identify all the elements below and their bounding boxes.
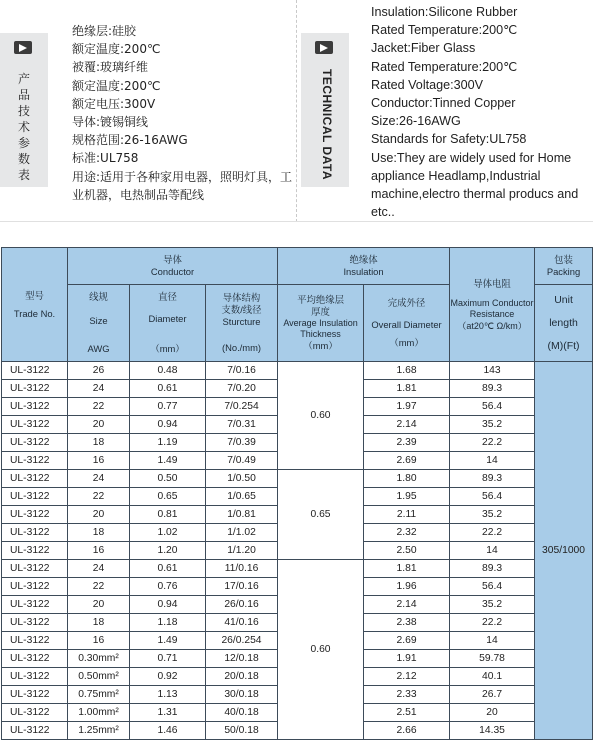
en-spec-line: Use:They are widely used for Home appliance Headlamp,Industrial machine,electro thermal producs and etc.. — [371, 150, 579, 220]
overall-diameter-cell: 2.32 — [364, 524, 450, 542]
table-row — [2, 362, 593, 380]
overall-diameter-cell: 1.80 — [364, 470, 450, 488]
structure-cell: 12/0.18 — [206, 650, 278, 668]
trade-no-cell: UL-3122 — [2, 560, 68, 578]
size-cell: 0.75mm² — [68, 686, 130, 704]
packing-en: Packing — [546, 266, 581, 277]
structure-cell: 20/0.18 — [206, 668, 278, 686]
trade-no-cell: UL-3122 — [2, 452, 68, 470]
en-section-tab — [301, 33, 349, 187]
structure-cell: 1/1.20 — [206, 542, 278, 560]
diameter-cell: 0.81 — [130, 506, 206, 524]
resistance-cell: 143 — [450, 362, 535, 380]
overall-diameter-cell: 2.14 — [364, 596, 450, 614]
size-cell: 26 — [68, 362, 130, 380]
cn-section-title: 产品技术参数表 — [17, 72, 30, 182]
resistance-cell: 26.7 — [450, 686, 535, 704]
trade-no-cell: UL-3122 — [2, 668, 68, 686]
trade-no-cell: UL-3122 — [2, 470, 68, 488]
trade-no-cell: UL-3122 — [2, 488, 68, 506]
overall-diameter-cell: 2.33 — [364, 686, 450, 704]
trade-no-cell: UL-3122 — [2, 614, 68, 632]
size-cell: 18 — [68, 434, 130, 452]
resistance-cell: 56.4 — [450, 578, 535, 596]
diameter-cell: 1.02 — [130, 524, 206, 542]
en-spec-line: Rated Temperature:200℃ — [371, 59, 518, 74]
size-cell: 16 — [68, 452, 130, 470]
structure-cell: 1/0.81 — [206, 506, 278, 524]
resistance-cell: 40.1 — [450, 668, 535, 686]
thick-unit: （mm） — [303, 340, 338, 351]
diameter-cell: 0.94 — [130, 596, 206, 614]
overall-diameter-cell: 2.50 — [364, 542, 450, 560]
cn-spec-line: 导体:镀锡铜线 — [72, 115, 149, 130]
section-bottom-rule — [0, 221, 593, 222]
resistance-cell: 14.35 — [450, 722, 535, 740]
cn-spec-line: 用途:适用于各种家用电器，照明灯具，工业机器，电热制品等配线 — [72, 169, 293, 202]
trade-no-cell: UL-3122 — [2, 686, 68, 704]
en-spec-list — [371, 3, 593, 221]
resistance-cell: 89.3 — [450, 470, 535, 488]
en-spec-line: Size:26-16AWG — [371, 114, 461, 129]
resistance-cell: 56.4 — [450, 398, 535, 416]
resistance-cell: 89.3 — [450, 560, 535, 578]
group-header-conductor — [68, 248, 278, 285]
trade-no-cell: UL-3122 — [2, 380, 68, 398]
spec-header-section — [0, 0, 593, 222]
packing-cn: 包装 — [554, 254, 573, 265]
structure-cell: 50/0.18 — [206, 722, 278, 740]
size-cell: 1.00mm² — [68, 704, 130, 722]
structure-cell: 1/1.02 — [206, 524, 278, 542]
insulation-thickness-cell: 0.60 — [278, 560, 364, 740]
trade-no-cell: UL-3122 — [2, 398, 68, 416]
resistance-cell: 35.2 — [450, 596, 535, 614]
dia-unit: （mm） — [150, 343, 185, 354]
en-section-title: TECHNICAL DATA — [320, 69, 334, 180]
structure-cell: 41/0.16 — [206, 614, 278, 632]
insulation-cn: 绝缘体 — [349, 254, 378, 265]
cn-spec-line: 规格范围:26-16AWG — [72, 133, 188, 148]
thick-en: Average Insulation Thickness — [283, 318, 358, 339]
size-cell: 16 — [68, 632, 130, 650]
structure-cell: 7/0.254 — [206, 398, 278, 416]
diameter-cell: 0.61 — [130, 560, 206, 578]
en-spec-line: Rated Voltage:300V — [371, 77, 484, 92]
diameter-cell: 0.76 — [130, 578, 206, 596]
unit-en: Unit — [554, 293, 573, 306]
overall-diameter-cell: 1.81 — [364, 380, 450, 398]
diameter-cell: 1.49 — [130, 632, 206, 650]
size-cn: 线规 — [89, 291, 108, 302]
overall-diameter-cell: 2.39 — [364, 434, 450, 452]
size-cell: 18 — [68, 614, 130, 632]
spec-table-body — [2, 362, 593, 740]
col-header-structure — [206, 285, 278, 362]
trade-no-cell: UL-3122 — [2, 650, 68, 668]
trade-cn: 型号 — [25, 289, 44, 301]
trade-no-cell: UL-3122 — [2, 524, 68, 542]
overall-diameter-cell: 2.14 — [364, 416, 450, 434]
od-unit: （mm） — [389, 337, 424, 348]
col-header-size — [68, 285, 130, 362]
en-spec-line: Insulation:Silicone Rubber — [371, 5, 518, 19]
structure-cell: 7/0.49 — [206, 452, 278, 470]
diameter-cell: 1.13 — [130, 686, 206, 704]
resistance-cell: 22.2 — [450, 434, 535, 452]
diameter-cell: 1.20 — [130, 542, 206, 560]
table-row — [2, 470, 593, 488]
structure-cell: 26/0.16 — [206, 596, 278, 614]
trade-no-cell: UL-3122 — [2, 632, 68, 650]
cn-spec-line: 额定电压:300V — [72, 96, 156, 111]
size-cell: 16 — [68, 542, 130, 560]
size-cell: 0.50mm² — [68, 668, 130, 686]
diameter-cell: 0.92 — [130, 668, 206, 686]
size-cell: 22 — [68, 488, 130, 506]
size-cell: 0.30mm² — [68, 650, 130, 668]
structure-cell: 26/0.254 — [206, 632, 278, 650]
resistance-cell: 59.78 — [450, 650, 535, 668]
diameter-cell: 1.49 — [130, 452, 206, 470]
conductor-en: Conductor — [150, 266, 195, 277]
trade-no-cell: UL-3122 — [2, 722, 68, 740]
overall-diameter-cell: 1.97 — [364, 398, 450, 416]
structure-cell: 17/0.16 — [206, 578, 278, 596]
diameter-cell: 0.50 — [130, 470, 206, 488]
section-divider — [296, 0, 297, 222]
trade-no-cell: UL-3122 — [2, 434, 68, 452]
table-row — [2, 560, 593, 578]
structure-cell: 11/0.16 — [206, 560, 278, 578]
size-cell: 24 — [68, 560, 130, 578]
diameter-cell: 1.18 — [130, 614, 206, 632]
length-en: length — [549, 316, 578, 329]
group-header-insulation — [278, 248, 450, 285]
size-unit: AWG — [87, 343, 110, 354]
structure-cell: 7/0.39 — [206, 434, 278, 452]
cn-spec-line: 被覆:玻璃纤维 — [72, 60, 149, 75]
en-spec-line: Standards for Safety:UL758 — [371, 132, 527, 147]
spec-table — [1, 247, 593, 740]
struct-cn2: 支数/线径 — [221, 304, 262, 315]
cn-section-tab — [0, 33, 48, 187]
cn-spec-line: 绝缘层:硅胶 — [72, 24, 137, 38]
en-spec-line: Jacket:Fiber Glass — [371, 41, 476, 56]
col-header-thickness — [278, 285, 364, 362]
diameter-cell: 0.48 — [130, 362, 206, 380]
diameter-cell: 1.31 — [130, 704, 206, 722]
arrow-right-icon — [315, 41, 333, 54]
insulation-en: Insulation — [343, 266, 384, 277]
en-spec-line: Rated Temperature:200℃ — [371, 23, 518, 38]
od-en: Overall Diameter — [371, 319, 442, 330]
size-cell: 24 — [68, 470, 130, 488]
structure-cell: 7/0.20 — [206, 380, 278, 398]
size-cell: 24 — [68, 380, 130, 398]
overall-diameter-cell: 1.95 — [364, 488, 450, 506]
size-cell: 22 — [68, 578, 130, 596]
size-cell: 1.25mm² — [68, 722, 130, 740]
size-cell: 20 — [68, 506, 130, 524]
structure-cell: 1/0.65 — [206, 488, 278, 506]
resistance-cell: 35.2 — [450, 416, 535, 434]
structure-cell: 40/0.18 — [206, 704, 278, 722]
resistance-cell: 14 — [450, 632, 535, 650]
diameter-cell: 0.61 — [130, 380, 206, 398]
od-cn: 完成外径 — [387, 297, 426, 308]
diameter-cell: 0.65 — [130, 488, 206, 506]
arrow-right-icon — [14, 41, 32, 54]
trade-no-cell: UL-3122 — [2, 542, 68, 560]
size-cell: 22 — [68, 398, 130, 416]
resistance-cell: 22.2 — [450, 524, 535, 542]
cn-spec-line: 额定温度:200℃ — [72, 78, 161, 93]
resistance-cell: 14 — [450, 542, 535, 560]
overall-diameter-cell: 1.91 — [364, 650, 450, 668]
trade-no-cell: UL-3122 — [2, 506, 68, 524]
trade-en: Trade No. — [13, 307, 56, 319]
diameter-cell: 1.19 — [130, 434, 206, 452]
size-cell: 20 — [68, 416, 130, 434]
trade-no-cell: UL-3122 — [2, 704, 68, 722]
cn-spec-line: 额定温度:200℃ — [72, 42, 161, 57]
col-header-overall-diameter — [364, 285, 450, 362]
resistance-cell: 14 — [450, 452, 535, 470]
col-header-unit-length — [535, 285, 593, 362]
overall-diameter-cell: 2.51 — [364, 704, 450, 722]
cn-spec-list — [72, 22, 297, 204]
overall-diameter-cell: 1.68 — [364, 362, 450, 380]
packing-value-cell: 305/1000 — [535, 362, 593, 740]
overall-diameter-cell: 1.81 — [364, 560, 450, 578]
overall-diameter-cell: 2.69 — [364, 452, 450, 470]
col-header-resistance — [450, 248, 535, 362]
diameter-cell: 0.77 — [130, 398, 206, 416]
resistance-cell: 56.4 — [450, 488, 535, 506]
trade-no-cell: UL-3122 — [2, 362, 68, 380]
overall-diameter-cell: 2.69 — [364, 632, 450, 650]
resistance-cell: 20 — [450, 704, 535, 722]
overall-diameter-cell: 2.38 — [364, 614, 450, 632]
overall-diameter-cell: 2.11 — [364, 506, 450, 524]
res-en: Maximum Conductor Resistance — [450, 297, 534, 319]
resistance-cell: 89.3 — [450, 380, 535, 398]
structure-cell: 30/0.18 — [206, 686, 278, 704]
size-en: Size — [89, 315, 108, 326]
trade-no-cell: UL-3122 — [2, 578, 68, 596]
length-unit: (M)(Ft) — [547, 339, 580, 352]
diameter-cell: 0.71 — [130, 650, 206, 668]
trade-no-cell: UL-3122 — [2, 596, 68, 614]
col-header-diameter — [130, 285, 206, 362]
overall-diameter-cell: 2.66 — [364, 722, 450, 740]
overall-diameter-cell: 2.12 — [364, 668, 450, 686]
insulation-thickness-cell: 0.60 — [278, 362, 364, 470]
res-unit: （at20℃ Ω/km） — [457, 320, 527, 331]
trade-no-cell: UL-3122 — [2, 416, 68, 434]
thick-cn: 平均绝缘层 — [297, 294, 344, 305]
structure-cell: 7/0.16 — [206, 362, 278, 380]
en-spec-line: Conductor:Tinned Copper — [371, 96, 516, 111]
group-header-packing — [535, 248, 593, 285]
overall-diameter-cell: 1.96 — [364, 578, 450, 596]
insulation-thickness-cell: 0.65 — [278, 470, 364, 560]
size-cell: 18 — [68, 524, 130, 542]
conductor-cn: 导体 — [163, 254, 182, 265]
diameter-cell: 1.46 — [130, 722, 206, 740]
struct-unit: (No./mm) — [221, 342, 262, 353]
struct-en: Sturcture — [222, 316, 261, 327]
dia-cn: 直径 — [158, 291, 177, 302]
size-cell: 20 — [68, 596, 130, 614]
diameter-cell: 0.94 — [130, 416, 206, 434]
col-header-trade — [2, 248, 68, 362]
resistance-cell: 35.2 — [450, 506, 535, 524]
dia-en: Diameter — [148, 313, 187, 324]
structure-cell: 7/0.31 — [206, 416, 278, 434]
thick-cn2: 厚度 — [311, 306, 330, 317]
structure-cell: 1/0.50 — [206, 470, 278, 488]
struct-cn: 导体结构 — [222, 292, 261, 303]
res-cn: 导体电阻 — [473, 277, 511, 289]
resistance-cell: 22.2 — [450, 614, 535, 632]
cn-spec-line: 标准:UL758 — [72, 151, 139, 166]
